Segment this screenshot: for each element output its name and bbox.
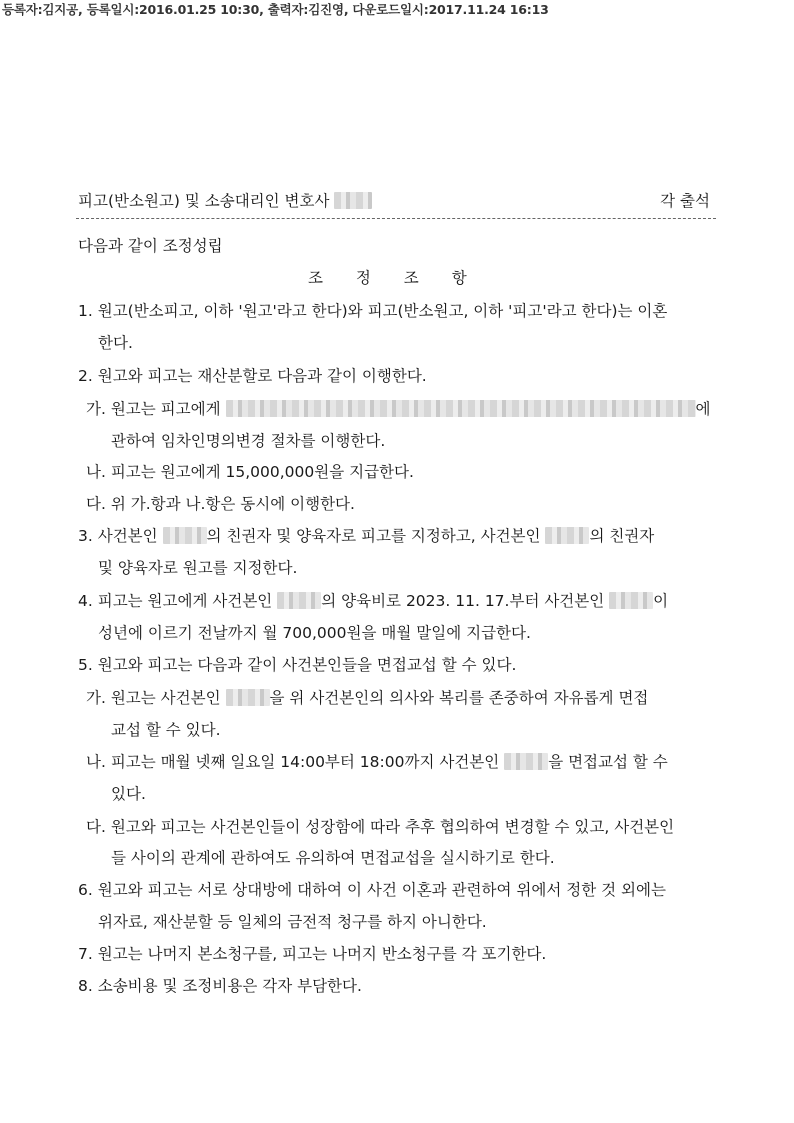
attendance-party-label: 피고(반소원고) 및 소송대리인 변호사 — [78, 192, 330, 210]
clause-line: 다. 원고와 피고는 사건본인들이 성장함에 따라 추후 협의하여 변경할 수 있고, 사건본인 — [86, 818, 675, 836]
clause-text: 3. 사건본인 — [78, 527, 158, 545]
intro-text: 다음과 같이 조정성립 — [78, 237, 223, 255]
clause-text: 을 면접교섭 할 수 — [548, 753, 668, 771]
clause-text: 에 — [695, 400, 711, 418]
clause-text: 이 — [653, 592, 669, 610]
clause-line: 있다. — [111, 785, 146, 803]
clause-text: 의 친권자 — [589, 527, 655, 545]
clause-line: 2. 원고와 피고는 재산분할로 다음과 같이 이행한다. — [78, 367, 427, 385]
clause-text: 의 친권자 및 양육자로 피고를 지정하고, 사건본인 — [206, 527, 541, 545]
redacted-name — [277, 592, 321, 609]
clause-text: 가. 원고는 사건본인 — [86, 689, 221, 707]
redacted-name — [609, 592, 653, 609]
clause-text: 나. 피고는 매월 넷째 일요일 14:00부터 18:00까지 사건본인 — [86, 753, 500, 771]
clause-line: 7. 원고는 나머지 본소청구를, 피고는 나머지 반소청구를 각 포기한다. — [78, 945, 547, 963]
clause-text: 의 양육비로 2023. 11. 17.부터 사건본인 — [321, 592, 605, 610]
clause-line: 다. 위 가.항과 나.항은 동시에 이행한다. — [86, 495, 355, 513]
clause-text: 4. 피고는 원고에게 사건본인 — [78, 592, 273, 610]
clause-line: 들 사이의 관계에 관하여도 유의하여 면접교섭을 실시하기로 한다. — [111, 849, 555, 867]
dashed-divider — [76, 218, 716, 219]
clause-line: 관하여 임차인명의변경 절차를 이행한다. — [111, 432, 386, 450]
clause-line: 6. 원고와 피고는 서로 상대방에 대하여 이 사건 이혼과 관련하여 위에서 정한 것 외에는 — [78, 881, 666, 899]
clause-line: 1. 원고(반소피고, 이하 '원고'라고 한다)와 피고(반소원고, 이하 '피고'라고 한다)는 이혼 — [78, 302, 668, 320]
clause-text: 을 위 사건본인의 의사와 복리를 존중하여 자유롭게 면접 — [269, 689, 649, 707]
clause-line: 5. 원고와 피고는 다음과 같이 사건본인들을 면접교섭 할 수 있다. — [78, 656, 517, 674]
redacted-name — [504, 753, 548, 770]
attendance-status: 각 출석 — [660, 192, 710, 210]
clause-line: 성년에 이르기 전날까지 월 700,000원을 매월 말일에 지급한다. — [98, 624, 531, 642]
clause-line: 위자료, 재산분할 등 일체의 금전적 청구를 하지 아니한다. — [98, 913, 487, 931]
redacted-name — [226, 689, 270, 706]
clause-line: 8. 소송비용 및 조정비용은 각자 부담한다. — [78, 977, 362, 995]
redacted-name — [334, 192, 372, 209]
clause-text: 가. 원고는 피고에게 — [86, 400, 221, 418]
redacted-address — [226, 400, 696, 417]
attendance-party — [78, 189, 372, 211]
clause-line — [86, 397, 711, 419]
faint-watermark — [410, 470, 580, 600]
download-info-header: 등록자:김지공, 등록일시:2016.01.25 10:30, 출력자:김진영, 다운로드일시:2017.11.24 16:13 — [2, 2, 549, 17]
redacted-name — [163, 527, 207, 544]
clause-line — [86, 686, 648, 708]
clause-line: 교섭 할 수 있다. — [111, 721, 221, 739]
clause-line: 나. 피고는 원고에게 15,000,000원을 지급한다. — [86, 463, 414, 481]
clause-line: 한다. — [98, 334, 133, 352]
clause-line — [86, 750, 668, 772]
clause-line: 및 양육자로 원고를 지정한다. — [98, 559, 298, 577]
section-title: 조 정 조 항 — [308, 269, 481, 287]
